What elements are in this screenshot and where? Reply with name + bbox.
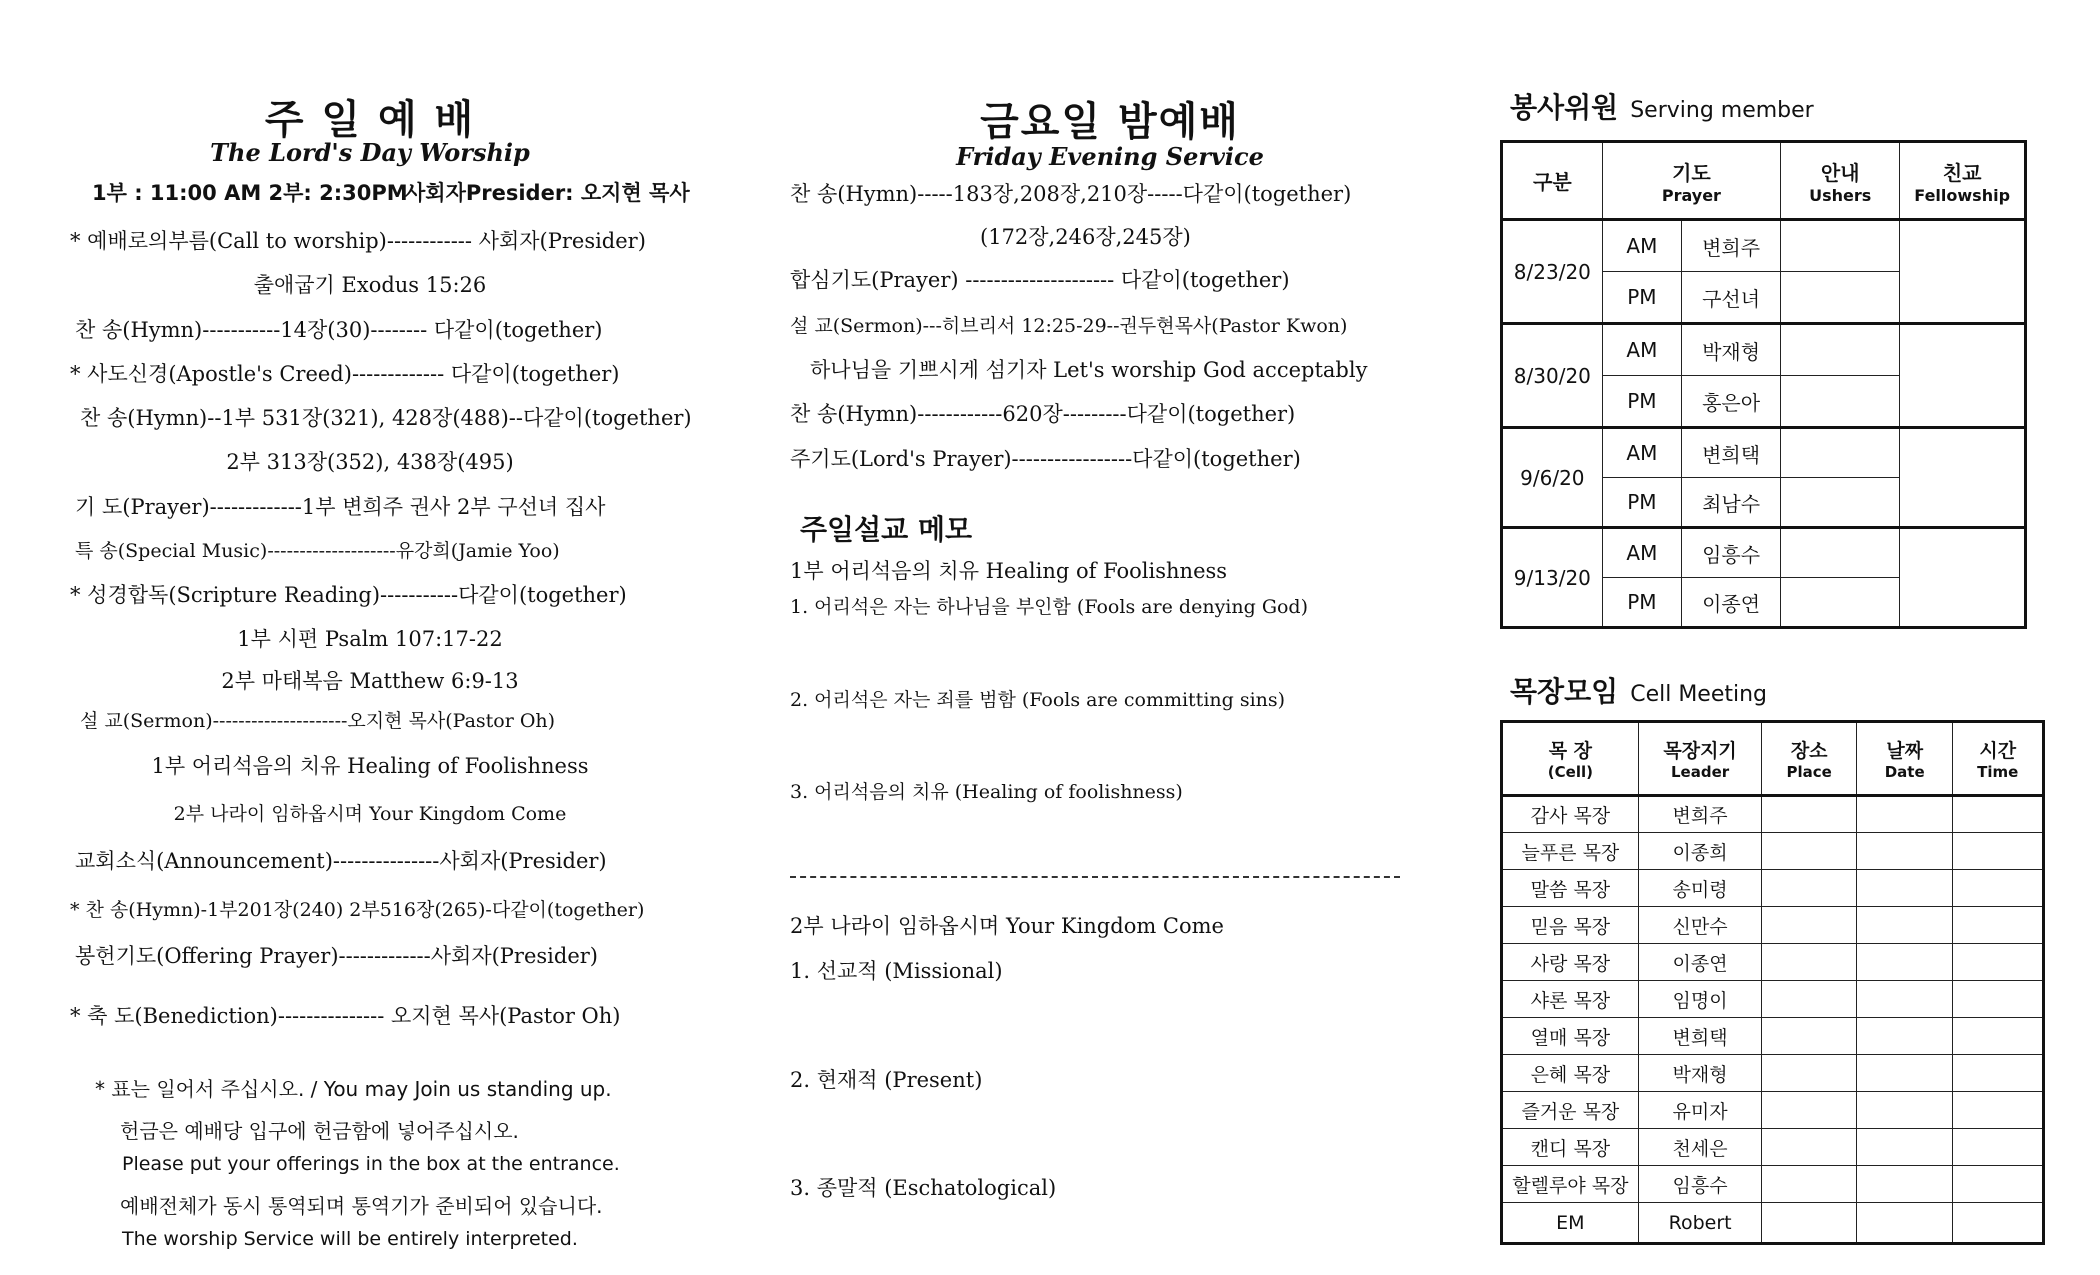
- cell-header-cell-ko: 목 장: [1548, 740, 1593, 762]
- cell-place: [1762, 1129, 1857, 1166]
- order-sermon: 설 교(Sermon)---------------------오지현 목사(Pastor Oh): [80, 710, 556, 732]
- note-interpretation-ko: 예배전체가 동시 통역되며 통역기가 준비되어 있습니다.: [120, 1194, 603, 1218]
- serving-am-label: AM: [1602, 528, 1681, 578]
- serving-am-ushers: [1781, 428, 1900, 478]
- serving-header-fellowship-ko: 친교: [1942, 160, 1982, 185]
- serving-am-label: AM: [1602, 428, 1681, 478]
- order-scripture-first: 1부 시편 Psalm 107:17-22: [237, 627, 503, 651]
- cell-time: [1953, 907, 2044, 944]
- memo-divider: [790, 876, 1400, 878]
- order-announcement: 교회소식(Announcement)---------------사회자(Presider): [75, 849, 607, 873]
- order-offering-prayer: 봉헌기도(Offering Prayer)-------------사회자(Presider): [75, 944, 598, 968]
- sunday-title-korean: 주 일 예 배: [264, 97, 476, 143]
- note-interpretation-en: The worship Service will be entirely interpreted.: [122, 1228, 578, 1250]
- serving-pm-label: PM: [1602, 578, 1681, 628]
- memo-sermon1-point-2: 2. 어리석은 자는 죄를 범함 (Fools are committing sins): [790, 689, 1286, 711]
- cell-header-cell: [1502, 722, 1639, 796]
- cell-date: [1856, 1092, 1953, 1129]
- serving-pm-ushers: [1781, 376, 1900, 428]
- memo-sermon1-point-1: 1. 어리석은 자는 하나님을 부인함 (Fools are denying God): [790, 596, 1309, 618]
- cell-place: [1762, 907, 1857, 944]
- serving-pm-label: PM: [1602, 478, 1681, 528]
- order-hymn-3: * 찬 송(Hymn)-1부201장(240) 2부516장(265)-다같이(together): [70, 899, 645, 921]
- order-hymn-2-second-service: 2부 313장(352), 438장(495): [226, 450, 514, 474]
- serving-pm-prayer: 구선녀: [1682, 272, 1781, 324]
- serving-header-category: 구분: [1502, 142, 1603, 220]
- serving-am-prayer: 박재형: [1682, 324, 1781, 376]
- serving-fellowship: [1900, 220, 2026, 324]
- memo-heading: [800, 508, 1440, 548]
- cell-header-row: [1502, 722, 2044, 796]
- serving-row: [1502, 324, 2026, 376]
- order-scripture-second: 2부 마태복음 Matthew 6:9-13: [221, 669, 519, 693]
- cell-heading: [1510, 670, 2070, 710]
- serving-pm-prayer: 최남수: [1682, 478, 1781, 528]
- cell-name: 믿음 목장: [1502, 907, 1639, 944]
- cell-name: 샤론 목장: [1502, 981, 1639, 1018]
- cell-time: [1953, 944, 2044, 981]
- cell-place: [1762, 944, 1857, 981]
- cell-place: [1762, 1018, 1857, 1055]
- cell-header-leader-en: Leader: [1671, 763, 1730, 781]
- serving-row: [1502, 220, 2026, 272]
- cell-date: [1856, 1166, 1953, 1203]
- serving-date: 9/13/20: [1502, 528, 1603, 628]
- friday-title-english: Friday Evening Service: [956, 142, 1264, 171]
- serving-header-ushers-en: Ushers: [1809, 185, 1872, 205]
- friday-prayer: 합심기도(Prayer) --------------------- 다같이(together): [790, 268, 1290, 292]
- cell-place: [1762, 1055, 1857, 1092]
- cell-row: [1502, 981, 2044, 1018]
- serving-am-prayer: 변희택: [1682, 428, 1781, 478]
- cell-time: [1953, 1166, 2044, 1203]
- cell-meeting-table: [1500, 720, 2045, 1245]
- note-offering-en: Please put your offerings in the box at the entrance.: [122, 1153, 620, 1175]
- cell-row: [1502, 1203, 2044, 1244]
- cell-header-date: [1856, 722, 1953, 796]
- cell-place: [1762, 981, 1857, 1018]
- cell-date: [1856, 796, 1953, 833]
- serving-header-fellowship-en: Fellowship: [1914, 185, 2011, 205]
- serving-header-ushers-ko: 안내: [1820, 160, 1860, 185]
- cell-leader: 신만수: [1638, 907, 1762, 944]
- cell-header-time: [1953, 722, 2044, 796]
- cell-row: [1502, 870, 2044, 907]
- cell-leader: 이종희: [1638, 833, 1762, 870]
- cell-row: [1502, 833, 2044, 870]
- serving-pm-prayer: 홍은아: [1682, 376, 1781, 428]
- cell-place: [1762, 1166, 1857, 1203]
- cell-date: [1856, 944, 1953, 981]
- cell-header-date-en: Date: [1884, 763, 1925, 781]
- friday-title-korean: 금요일 밤예배: [980, 99, 1240, 145]
- cell-name: 열매 목장: [1502, 1018, 1639, 1055]
- cell-leader: 변희택: [1638, 1018, 1762, 1055]
- order-hymn-1: 찬 송(Hymn)-----------14장(30)-------- 다같이(together): [75, 318, 603, 342]
- cell-name: 캔디 목장: [1502, 1129, 1639, 1166]
- order-scripture-call: 출애굽기 Exodus 15:26: [253, 273, 487, 297]
- cell-place: [1762, 870, 1857, 907]
- presider-line: 사회자Presider: 오지현 목사: [405, 181, 690, 205]
- serving-am-prayer: 임흥수: [1682, 528, 1781, 578]
- cell-time: [1953, 981, 2044, 1018]
- serving-heading: [1510, 86, 2070, 126]
- order-prayer: 기 도(Prayer)-------------1부 변희주 권사 2부 구선녀 집사: [75, 495, 606, 519]
- cell-header-place-ko: 장소: [1790, 740, 1828, 762]
- memo-sermon2-point-2: 2. 현재적 (Present): [790, 1068, 983, 1092]
- serving-am-ushers: [1781, 324, 1900, 376]
- memo-sermon1-title: 1부 어리석음의 치유 Healing of Foolishness: [790, 559, 1228, 583]
- cell-title-english: Cell Meeting: [1630, 682, 1768, 707]
- friday-hymn-1-alt: (172장,246장,245장): [980, 225, 1191, 249]
- serving-header-ushers: [1781, 142, 1900, 220]
- sunday-title-english: The Lord's Day Worship: [210, 138, 530, 167]
- serving-header-fellowship: [1900, 142, 2026, 220]
- cell-name: 은혜 목장: [1502, 1055, 1639, 1092]
- cell-leader: 천세은: [1638, 1129, 1762, 1166]
- memo-title: 주일설교 메모: [800, 513, 973, 546]
- friday-lords-prayer: 주기도(Lord's Prayer)-----------------다같이(together): [790, 447, 1301, 471]
- cell-time: [1953, 1203, 2044, 1244]
- cell-header-time-en: Time: [1977, 763, 2019, 781]
- cell-date: [1856, 1055, 1953, 1092]
- serving-pm-prayer: 이종연: [1682, 578, 1781, 628]
- order-special-music: 특 송(Special Music)--------------------유강희(Jamie Yoo): [75, 540, 560, 562]
- friday-sermon-title: 하나님을 기쁘시게 섬기자 Let's worship God acceptably: [810, 358, 1368, 382]
- cell-row: [1502, 1018, 2044, 1055]
- order-sermon-title-second: 2부 나라이 임하옵시며 Your Kingdom Come: [173, 803, 567, 825]
- cell-date: [1856, 833, 1953, 870]
- cell-row: [1502, 907, 2044, 944]
- cell-header-date-ko: 날짜: [1886, 740, 1924, 762]
- cell-row: [1502, 944, 2044, 981]
- cell-date: [1856, 1018, 1953, 1055]
- memo-sermon2-point-1: 1. 선교적 (Missional): [790, 959, 1003, 983]
- order-sermon-title-first: 1부 어리석음의 치유 Healing of Foolishness: [151, 754, 589, 778]
- serving-fellowship: [1900, 324, 2026, 428]
- serving-am-label: AM: [1602, 324, 1681, 376]
- serving-pm-ushers: [1781, 478, 1900, 528]
- serving-member-table: [1500, 140, 2027, 629]
- cell-place: [1762, 1092, 1857, 1129]
- serving-date: 8/23/20: [1502, 220, 1603, 324]
- cell-time: [1953, 1092, 2044, 1129]
- cell-row: [1502, 1092, 2044, 1129]
- cell-place: [1762, 833, 1857, 870]
- serving-header-prayer: [1602, 142, 1780, 220]
- serving-fellowship: [1900, 428, 2026, 528]
- serving-date: 8/30/20: [1502, 324, 1603, 428]
- cell-name: 감사 목장: [1502, 796, 1639, 833]
- cell-date: [1856, 870, 1953, 907]
- order-benediction: * 축 도(Benediction)--------------- 오지현 목사(Pastor Oh): [70, 1004, 621, 1028]
- serving-am-label: AM: [1602, 220, 1681, 272]
- cell-leader: 변희주: [1638, 796, 1762, 833]
- cell-time: [1953, 1129, 2044, 1166]
- cell-row: [1502, 796, 2044, 833]
- cell-leader: 박재형: [1638, 1055, 1762, 1092]
- cell-leader: 이종연: [1638, 944, 1762, 981]
- cell-header-place-en: Place: [1786, 763, 1832, 781]
- cell-header-leader-ko: 목장지기: [1663, 740, 1737, 762]
- cell-date: [1856, 981, 1953, 1018]
- serving-pm-ushers: [1781, 578, 1900, 628]
- memo-sermon2-title: 2부 나라이 임하옵시며 Your Kingdom Come: [790, 914, 1224, 938]
- memo-sermon1-point-3: 3. 어리석음의 치유 (Healing of foolishness): [790, 781, 1183, 803]
- cell-row: [1502, 1055, 2044, 1092]
- cell-header-place: [1762, 722, 1857, 796]
- note-offering-ko: 헌금은 예배당 입구에 헌금함에 넣어주십시오.: [120, 1119, 519, 1143]
- cell-place: [1762, 796, 1857, 833]
- cell-title-korean: 목장모임: [1510, 675, 1619, 708]
- order-call-to-worship: * 예배로의부름(Call to worship)------------ 사회자(Presider): [70, 229, 646, 253]
- serving-am-ushers: [1781, 528, 1900, 578]
- serving-title-english: Serving member: [1630, 98, 1814, 123]
- cell-name: 늘푸른 목장: [1502, 833, 1639, 870]
- cell-leader: 임흥수: [1638, 1166, 1762, 1203]
- serving-header-row: [1502, 142, 2026, 220]
- friday-hymn-1: 찬 송(Hymn)-----183장,208장,210장-----다같이(together): [790, 182, 1352, 206]
- serving-date: 9/6/20: [1502, 428, 1603, 528]
- serving-pm-label: PM: [1602, 376, 1681, 428]
- cell-header-leader: [1638, 722, 1762, 796]
- cell-row: [1502, 1166, 2044, 1203]
- cell-leader: 유미자: [1638, 1092, 1762, 1129]
- cell-time: [1953, 1018, 2044, 1055]
- cell-name: 즐거운 목장: [1502, 1092, 1639, 1129]
- cell-date: [1856, 1129, 1953, 1166]
- cell-place: [1762, 1203, 1857, 1244]
- cell-header-cell-en: (Cell): [1547, 763, 1593, 781]
- serving-row: [1502, 528, 2026, 578]
- serving-title-korean: 봉사위원: [1510, 91, 1619, 124]
- serving-am-prayer: 변희주: [1682, 220, 1781, 272]
- cell-name: 할렐루야 목장: [1502, 1166, 1639, 1203]
- serving-header-prayer-en: Prayer: [1661, 185, 1721, 205]
- cell-time: [1953, 1055, 2044, 1092]
- order-hymn-2: 찬 송(Hymn)--1부 531장(321), 428장(488)--다같이(together): [80, 406, 692, 430]
- cell-leader: 송미령: [1638, 870, 1762, 907]
- cell-name: EM: [1502, 1203, 1639, 1244]
- order-apostles-creed: * 사도신경(Apostle's Creed)------------- 다같이(together): [70, 362, 620, 386]
- cell-leader: Robert: [1638, 1203, 1762, 1244]
- note-standing: * 표는 일어서 주십시오. / You may Join us standing up.: [95, 1077, 612, 1101]
- cell-name: 말씀 목장: [1502, 870, 1639, 907]
- serving-fellowship: [1900, 528, 2026, 628]
- serving-am-ushers: [1781, 220, 1900, 272]
- serving-header-prayer-ko: 기도: [1672, 160, 1711, 185]
- cell-row: [1502, 1129, 2044, 1166]
- friday-sermon: 설 교(Sermon)---히브리서 12:25-29--권두현목사(Pastor Kwon): [790, 315, 1348, 337]
- friday-hymn-2: 찬 송(Hymn)------------620장---------다같이(together): [790, 402, 1296, 426]
- cell-time: [1953, 870, 2044, 907]
- cell-name: 사랑 목장: [1502, 944, 1639, 981]
- service-times: 1부 : 11:00 AM 2부: 2:30PM: [92, 181, 408, 205]
- serving-row: [1502, 428, 2026, 478]
- cell-time: [1953, 796, 2044, 833]
- order-scripture-reading: * 성경합독(Scripture Reading)-----------다같이(together): [70, 583, 627, 607]
- cell-time: [1953, 833, 2044, 870]
- serving-pm-ushers: [1781, 272, 1900, 324]
- cell-date: [1856, 907, 1953, 944]
- cell-header-time-ko: 시간: [1979, 740, 2017, 762]
- serving-pm-label: PM: [1602, 272, 1681, 324]
- cell-leader: 임명이: [1638, 981, 1762, 1018]
- memo-sermon2-point-3: 3. 종말적 (Eschatological): [790, 1176, 1057, 1200]
- cell-date: [1856, 1203, 1953, 1244]
